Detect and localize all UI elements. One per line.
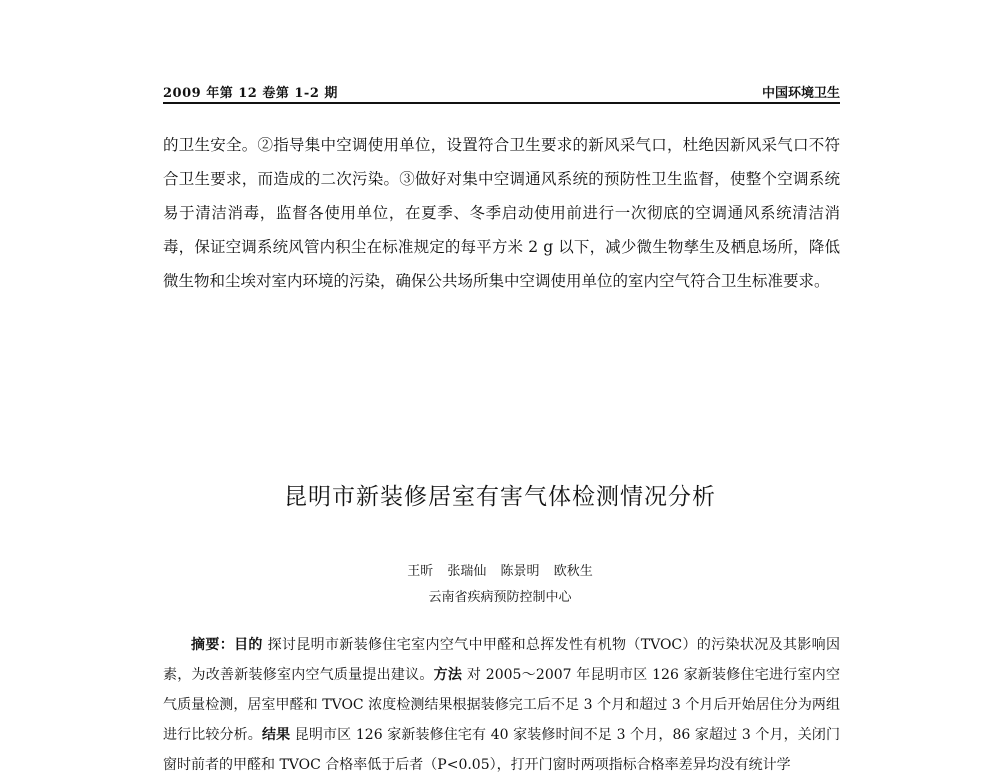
method-label: 方法	[433, 667, 463, 683]
result-label: 结果	[261, 727, 291, 743]
journal-name: 中国环境卫生	[761, 86, 840, 101]
method-text: 对 2005～2007 年昆明市区 126 家新装修住宅进行室内空气质量检测，居室甲醛和 TVOC 浓度检测结果根据装修完工后不足 3 个月和超过 3 个月后开始居住分为两组进行比较分析。	[163, 667, 841, 743]
objective-text: 探讨昆明市新装修住宅室内空气中甲醛和总挥发性有机物（TVOC）的污染状况及其影响因素，为改善新装修室内空气质量提出建议。	[163, 637, 841, 683]
running-header	[163, 80, 840, 104]
article-authors: 王昕 张瑞仙 陈景明 欧秋生	[407, 564, 593, 579]
article-affiliation: 云南省疾病预防控制中心	[428, 590, 572, 605]
journal-issue: 2009 年第 12 卷第 1-2 期	[163, 86, 338, 101]
abstract	[163, 630, 840, 780]
previous-article-text	[163, 128, 840, 298]
abstract-paragraph	[163, 630, 840, 780]
result-text: 昆明市区 126 家新装修住宅有 40 家装修时间不足 3 个月，86 家超过 3 个月，关闭门窗时前者的甲醛和 TVOC 合格率低于后者（P<0.05），打开门窗时两项指标合格率差异均没有统计学	[163, 727, 841, 773]
article-title: 昆明市新装修居室有害气体检测情况分析	[284, 484, 716, 510]
abstract-label: 摘要：	[191, 637, 235, 653]
body-paragraph: 的卫生安全。②指导集中空调使用单位，设置符合卫生要求的新风采气口，杜绝因新风采气口不符合卫生要求，而造成的二次污染。③做好对集中空调通风系统的预防性卫生监督，使整个空调系统易于清洁消毒，监督各使用单位，在夏季、冬季启动使用前进行一次彻底的空调通风系统清洁消毒，保证空调系统风管内积尘在标准规定的每平方米 2 g 以下，减少微生物孳生及栖息场所，降低微生物和尘埃对室内环境的污染，确保公共场所集中空调使用单位的室内空气符合卫生标准要求。	[163, 136, 840, 290]
objective-label: 目的	[234, 637, 263, 653]
